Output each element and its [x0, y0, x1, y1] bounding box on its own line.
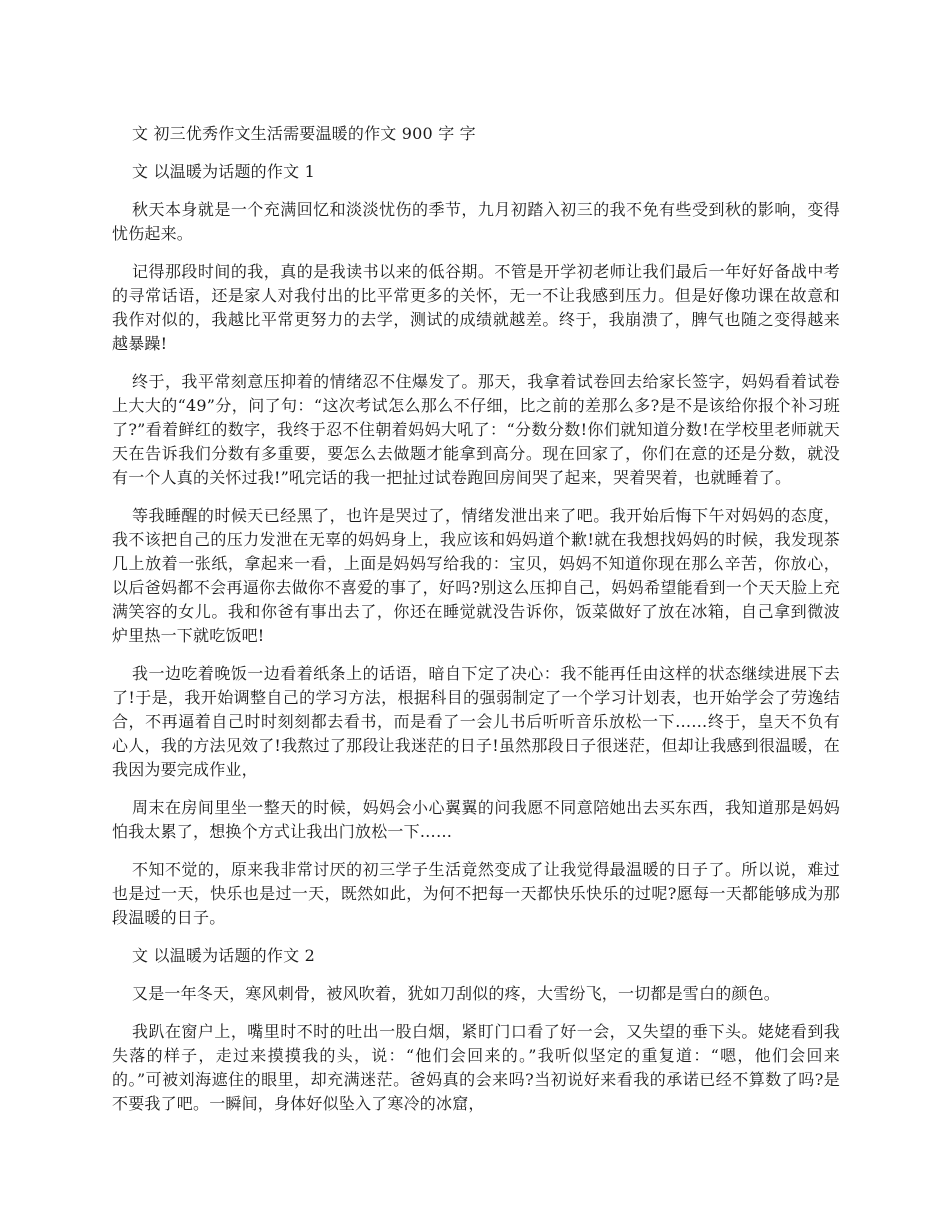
paragraph: 周末在房间里坐一整天的时候，妈妈会小心翼翼的问我愿不同意陪她出去买东西，我知道那是妈妈怕我太累了，想换个方式让我出门放松一下……: [112, 798, 840, 841]
paragraph: 终于，我平常刻意压抑着的情绪忍不住爆发了。那天，我拿着试卷回去给家长签字，妈妈看着试卷上大大的“49”分，问了句：“这次考试怎么那么不仔细，比之前的差那么多?是不是该给你报个补习班了?”看着鲜红的数字，我终于忍不住朝着妈妈大吼了：“分数分数!你们就知道分数!在学校里老师就天天在告诉我们分数有多重要，要怎么去做题才能拿到高分。现在回家了，你们在意的还是分数，就没有一个人真的关怀过我!”吼完话的我一把扯过试卷跑回房间哭了起来，哭着哭着，也就睡着了。: [112, 372, 840, 487]
document-title: 文 初三优秀作文生活需要温暖的作文 900 字 字: [132, 124, 476, 143]
paragraph: 我趴在窗户上，嘴里时不时的吐出一股白烟，紧盯门口看了好一会，又失望的垂下头。姥姥看到我失落的样子，走过来摸摸我的头，说：“他们会回来的。”我听似坚定的重复道：“嗯，他们会回来的。”可被刘海遮住的眼里，却充满迷茫。爸妈真的会来吗?当初说好来看我的承诺已经不算数了吗?是不要我了吧。一瞬间，身体好似坠入了寒冷的冰窟，: [112, 1022, 840, 1113]
paragraph: 不知不觉的，原来我非常讨厌的初三学子生活竟然变成了让我觉得最温暖的日子了。所以说，难过也是过一天，快乐也是过一天，既然如此，为何不把每一天都快乐快乐的过呢?愿每一天都能够成为那段温暖的日子。: [112, 860, 840, 927]
paragraph: 又是一年冬天，寒风刺骨，被风吹着，犹如刀刮似的疼，大雪纷飞，一切都是雪白的颜色。: [132, 984, 781, 1003]
paragraph: 记得那段时间的我，真的是我读书以来的低谷期。不管是开学初老师让我们最后一年好好备战中考的寻常话语，还是家人对我付出的比平常更多的关怀，无一不让我感到压力。但是好像功课在故意和我作对似的，我越比平常更努力的去学，测试的成绩就越差。终于，我崩溃了，脾气也随之变得越来越暴躁!: [112, 262, 840, 353]
section-heading-2: 文 以温暖为话题的作文 2: [132, 946, 315, 965]
section-heading-1: 文 以温暖为话题的作文 1: [132, 162, 315, 181]
paragraph: 我一边吃着晚饭一边看着纸条上的话语，暗自下定了决心：我不能再任由这样的状态继续进展下去了!于是，我开始调整自己的学习方法，根据科目的强弱制定了一个学习计划表，也开始学会了劳逸结合，不再逼着自己时时刻刻都去看书，而是看了一会儿书后听听音乐放松一下……终于，皇天不负有心人，我的方法见效了!我熬过了那段让我迷茫的日子!虽然那段日子很迷茫，但却让我感到很温暖，在我因为要完成作业，: [112, 664, 840, 779]
paragraph: 等我睡醒的时候天已经黑了，也许是哭过了，情绪发泄出来了吧。我开始后悔下午对妈妈的态度，我不该把自己的压力发泄在无辜的妈妈身上，我应该和妈妈道个歉!就在我想找妈妈的时候，我发现茶几上放着一张纸，拿起来一看，上面是妈妈写给我的：宝贝，妈妈不知道你现在那么辛苦，你放心，以后爸妈都不会再逼你去做你不喜爱的事了，好吗?别这么压抑自己，妈妈希望能看到一个天天脸上充满笑容的女儿。我和你爸有事出去了，你还在睡觉就没告诉你，饭菜做好了放在冰箱，自己拿到微波炉里热一下就吃饭吧!: [112, 506, 840, 645]
paragraph: 秋天本身就是一个充满回忆和淡淡忧伤的季节，九月初踏入初三的我不免有些受到秋的影响，变得忧伤起来。: [112, 200, 840, 243]
document-page: [112, 122, 840, 1130]
